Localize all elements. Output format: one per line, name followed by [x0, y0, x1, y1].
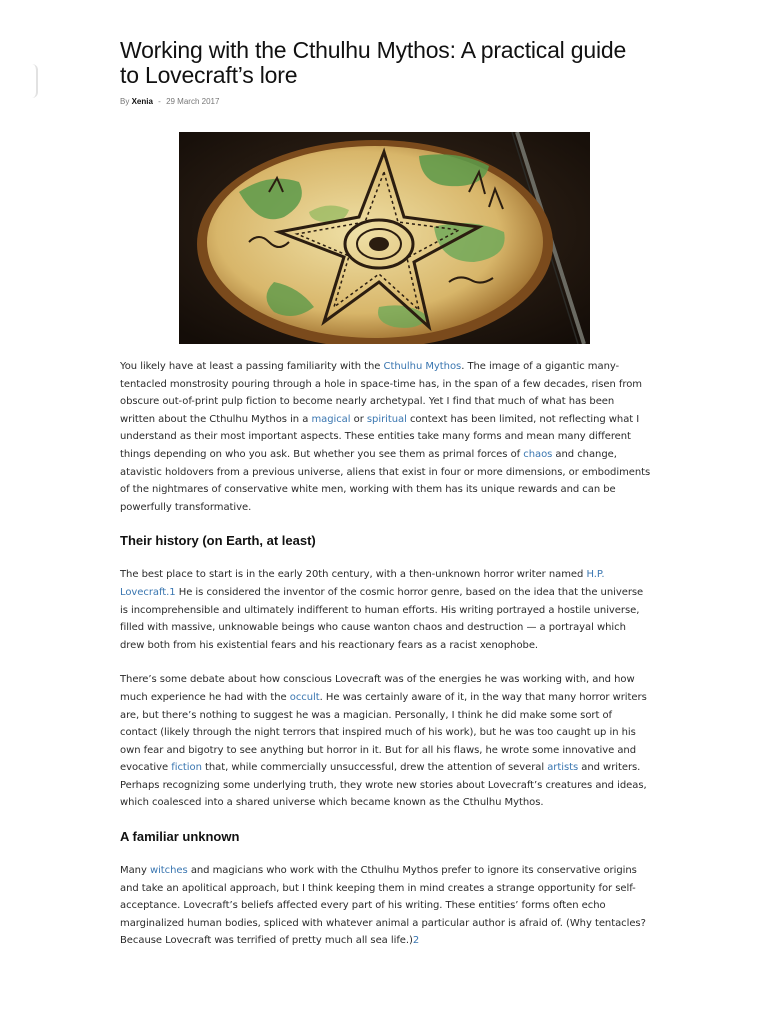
text-segment: context has been limited, not reflecting what I understand as their most important aspects. These entities take many forms and mean many different things depending on who you ask. But whether you see them as primal forces of [120, 413, 640, 460]
text-segment: that, while commercially unsuccessful, drew the attention of several [201, 762, 548, 774]
history-paragraph-2 [120, 671, 652, 812]
text-segment: . He was certainly aware of it, in the way that many horror writers are, but there’s nothing to suggest he was a magician. Personally, I think he did make some sort of contact (likely through the night terrors that inspired much of his work), but he was too caught up in his own fear and bigotry to see anything but horror in it. But for all his flaws, he wrote some innovative and evocative [120, 691, 647, 774]
byline-separator: - [158, 97, 161, 106]
text-segment: Many [120, 865, 150, 877]
byline-prefix: By [120, 97, 130, 106]
text-segment: and magicians who work with the Cthulhu Mythos prefer to ignore its conservative origins and take an apolitical approach, but I think keeping them in mind creates a strange opportunity for self-acceptance. Lovecraft’s beliefs affected every part of his writing. These entities’ forms often echo marginalized human bodies, spliced with whatever animal a particular author is afraid of. (Why tentacles? Because Lovecraft was terrified of pretty much all sea life.) [120, 865, 646, 947]
author-link[interactable]: Xenia [131, 97, 153, 106]
history-paragraph-1 [120, 566, 652, 654]
article-title: Working with the Cthulhu Mythos: A practical guide to Lovecraft’s lore [120, 37, 627, 88]
text-segment: . The image of a gigantic many-tentacled monstrosity pouring through a hole in space-time has, in the span of a few decades, risen from obscure out-of-print pulp fiction to become nearly archetypal. Yet I find that much of what has been written about the Cthulhu Mythos in a [120, 361, 642, 425]
section-heading-unknown: A familiar unknown [120, 829, 240, 845]
occult-link[interactable]: occult [289, 691, 320, 703]
article-body [120, 358, 652, 967]
chaos-link[interactable]: chaos [523, 448, 553, 460]
artists-link[interactable]: artists [547, 762, 579, 774]
spiritual-link[interactable]: spiritual [366, 413, 407, 425]
fiction-link[interactable]: fiction [171, 762, 202, 774]
text-segment: There’s some debate about how conscious Lovecraft was of the energies he was working with, and how much experience he had with the [120, 674, 635, 703]
footnote-2-link[interactable]: 2 [412, 935, 420, 947]
cthulhu-mythos-link[interactable]: Cthulhu Mythos [383, 361, 462, 372]
magical-link[interactable]: magical [311, 413, 351, 425]
text-segment: or [350, 413, 367, 425]
intro-paragraph [120, 358, 652, 516]
byline [120, 97, 650, 106]
hp-lovecraft-link[interactable]: H.P. Lovecraft. [120, 569, 605, 598]
text-segment: He is considered the inventor of the cosmic horror genre, based on the idea that the universe is incomprehensible and ultimately indifferent to human efforts. His writing portrayed a hostile universe, filled with massive, unknowable beings who cause wanton chaos and destruction — a portrayal which drew both from his existential fears and his reactionary fears as a racist xenophobe. [120, 586, 644, 651]
text-segment: The best place to start is in the early 20th century, with a then-unknown horror writer named [120, 569, 587, 581]
witches-link[interactable]: witches [149, 865, 188, 877]
article-header [120, 38, 650, 106]
unknown-paragraph-1 [120, 862, 652, 950]
publish-date: 29 March 2017 [166, 97, 220, 106]
text-segment: You likely have at least a passing familiarity with the [120, 361, 384, 372]
side-edge-tab [30, 64, 38, 98]
ritual-plate-image [179, 132, 590, 344]
footnote-1-link[interactable]: 1 [169, 586, 176, 598]
section-heading-history: Their history (on Earth, at least) [120, 533, 316, 549]
text-segment: and writers. Perhaps recognizing some underlying truth, they wrote new stories about Lovecraft’s creatures and ideas, which coalesced into a shared universe which became known as the Cthulhu Mythos. [120, 762, 647, 809]
text-segment: and change, atavistic holdovers from a previous universe, aliens that exist in four or more dimensions, or embodiments of the nightmares of conservative white men, working with them has its unique rewards and can be powerfully transformative. [120, 448, 651, 513]
